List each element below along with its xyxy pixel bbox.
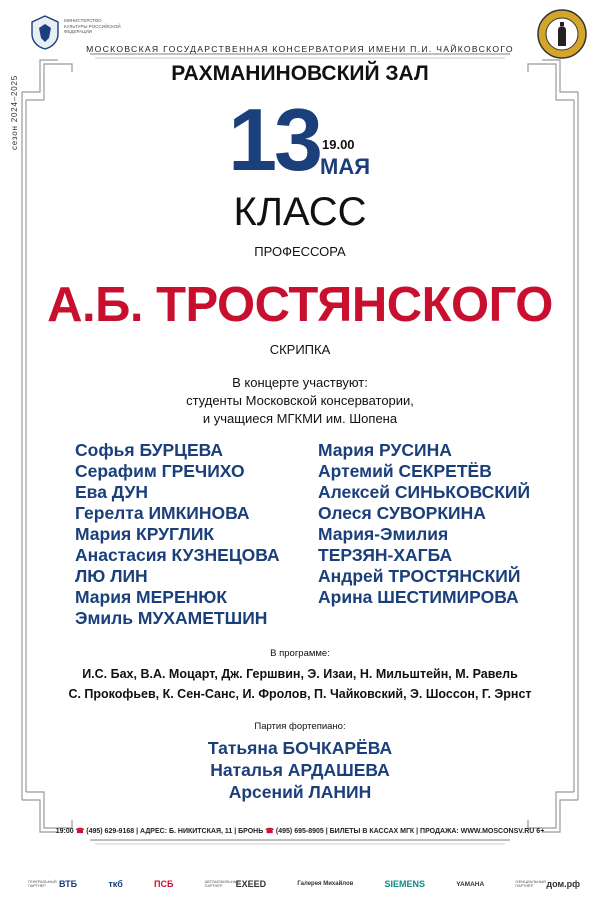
partner-logo	[385, 879, 426, 889]
pianist-name: Татьяна БОЧКАРЁВА	[207, 738, 393, 758]
performer-name: Мария МЕРЕНЮК	[75, 587, 228, 607]
partners-bar	[28, 874, 580, 894]
partner-name: YAMAHA	[456, 880, 485, 888]
partner-name: ПСБ	[153, 879, 174, 889]
participants-line: студенты Московской консерватории,	[186, 393, 414, 408]
info-tickets: БИЛЕТЫ В КАССАХ МГК	[329, 828, 415, 835]
performer-name: Мария-Эмилия	[318, 524, 449, 544]
info-line: 19:00 ☎ (495) 629-9168 | АДРЕС: Б. НИКИТСКАЯ, 11 | БРОНЬ ☎ (495) 695-8905 | БИЛЕТЫ В КАССАХ МГК | ПРОДАЖА: WWW.MOSCONSV.RU 6+	[55, 828, 545, 835]
partner-logo	[205, 879, 267, 889]
performer-name: Олеся СУВОРКИНА	[318, 503, 486, 523]
performers-right-column	[318, 440, 548, 608]
info-address: АДРЕС: Б. НИКИТСКАЯ, 11	[140, 828, 233, 835]
ministry-text: МИНИСТЕРСТВО КУЛЬТУРЫ РОССИЙСКОЙ ФЕДЕРАЦИИ	[64, 18, 121, 34]
performer-name: Алексей СИНЬКОВСКИЙ	[318, 482, 531, 502]
partner-logo	[515, 879, 580, 889]
performer-name: Арина ШЕСТИМИРОВА	[318, 587, 519, 607]
professor-label: ПРОФЕССОРА	[254, 244, 346, 259]
performer-name: Эмиль МУХАМЕТШИН	[75, 608, 268, 628]
performer-name: Серафим ГРЕЧИХО	[75, 461, 245, 481]
partner-name: EXEED	[235, 879, 267, 889]
composers-line: С. Прокофьев, К. Сен-Санс, И. Фролов, П. Чайковский, Э. Шоссон, Г. Эрнст	[68, 687, 532, 701]
participants-line: и учащиеся МГКМИ им. Шопена	[202, 411, 398, 426]
info-booking-label: БРОНЬ	[238, 828, 264, 835]
performer-name: Мария РУСИНА	[318, 440, 452, 460]
performers-left-column	[75, 440, 315, 629]
instrument-label: СКРИПКА	[269, 342, 331, 357]
participants-intro	[0, 374, 600, 428]
event-day: 13	[228, 90, 320, 189]
participants-line: В концерте участвуют:	[232, 375, 368, 390]
partner-logo	[28, 879, 77, 889]
info-sales-link[interactable]: ПРОДАЖА: WWW.MOSCONSV.RU	[420, 828, 535, 835]
phone-icon: ☎	[75, 828, 85, 835]
pianists-list	[0, 737, 600, 803]
composers-line: И.С. Бах, В.А. Моцарт, Дж. Гершвин, Э. Изаи, Н. Мильштейн, М. Равель	[82, 667, 518, 681]
performer-name: Мария КРУГЛИК	[75, 524, 215, 544]
partner-name: дом.рф	[546, 879, 580, 889]
performer-name: Софья БУРЦЕВА	[75, 440, 224, 460]
event-time: 19.00	[322, 137, 355, 152]
conservatory-name: МОСКОВСКАЯ ГОСУДАРСТВЕННАЯ КОНСЕРВАТОРИЯ ИМЕНИ П.И. ЧАЙКОВСКОГО	[86, 44, 514, 54]
partner-name: SIEMENS	[384, 879, 426, 889]
composers-list	[0, 664, 600, 704]
performer-name: ЛЮ ЛИН	[75, 566, 148, 586]
class-heading: КЛАСС	[233, 190, 367, 234]
info-time: 19:00	[55, 828, 74, 835]
partner-caption: ОФИЦИАЛЬНЫЙ ПАРТНЁР	[515, 879, 546, 888]
pianist-name: Арсений ЛАНИН	[228, 782, 372, 802]
hall-title: РАХМАНИНОВСКИЙ ЗАЛ	[171, 62, 429, 85]
partner-name: ткб	[108, 879, 123, 889]
performer-name: ТЕРЗЯН-ХАГБА	[318, 545, 453, 565]
partner-caption: АВТОМОБИЛЬНЫЙ ПАРТНЁР	[204, 879, 240, 888]
performer-name: Ева ДУН	[75, 482, 148, 502]
pianist-name: Наталья АРДАШЕВА	[210, 760, 390, 780]
partner-logo	[108, 879, 122, 889]
professor-name: А.Б. ТРОСТЯНСКОГО	[47, 278, 553, 332]
performer-name: Анастасия КУЗНЕЦОВА	[75, 545, 280, 565]
info-booking-phone[interactable]: (495) 695-8905	[275, 828, 324, 835]
age-rating: 6+	[536, 828, 545, 835]
performer-name: Андрей ТРОСТЯНСКИЙ	[318, 566, 521, 586]
partner-logo	[456, 881, 484, 888]
info-phone[interactable]: (495) 629-9168	[86, 828, 135, 835]
partner-caption: ГЕНЕРАЛЬНЫЙ ПАРТНЁР	[28, 879, 57, 888]
program-label: В программе:	[270, 648, 330, 659]
performer-name: Герелта ИМКИНОВА	[75, 503, 250, 523]
partner-logo	[297, 881, 353, 887]
phone-icon: ☎	[265, 828, 274, 835]
partner-name: Галерея Михайлов	[297, 881, 354, 887]
piano-label: Партия фортепиано:	[254, 721, 346, 732]
season-label: сезон 2024–2025	[10, 75, 19, 150]
performer-name: Артемий СЕКРЕТЁВ	[318, 461, 492, 481]
partner-name: ВТБ	[59, 879, 78, 889]
partner-logo	[154, 879, 173, 889]
event-month: МАЯ	[320, 154, 371, 179]
